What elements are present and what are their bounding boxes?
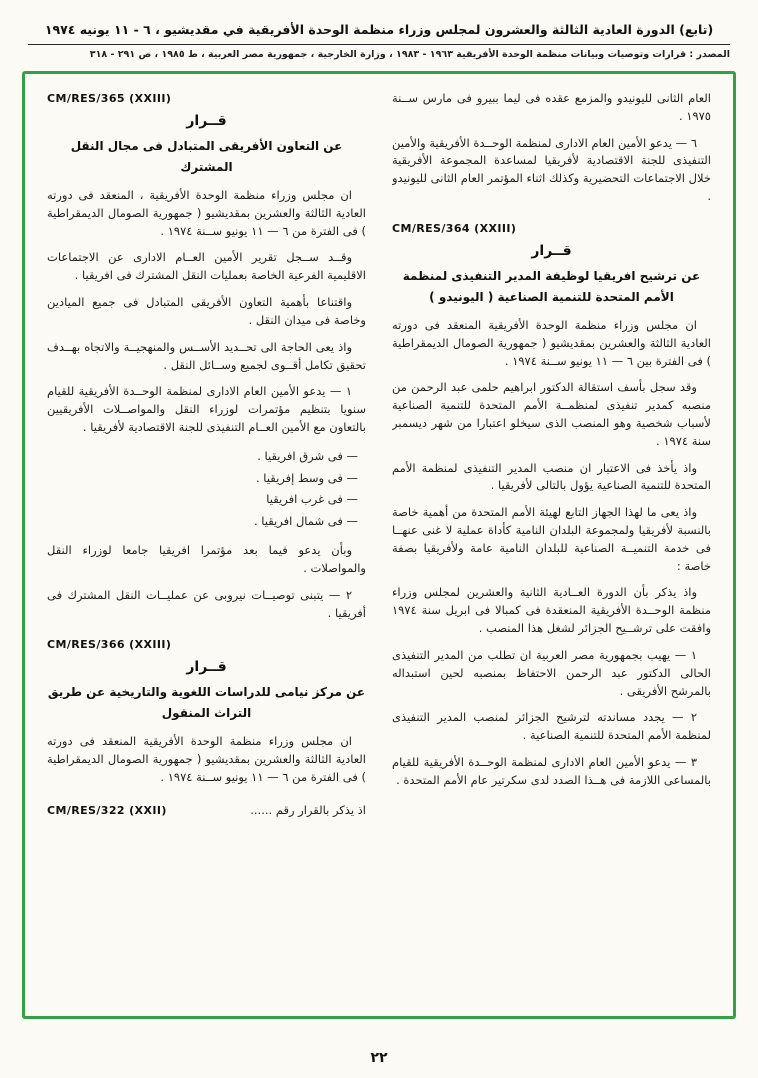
resolution-subtitle: عن ترشيح افريقيا لوظيفة المدير التنفيذى لمنظمة الأمم المتحدة للتنمية الصناعية ( اليونيدو ) bbox=[402, 268, 701, 304]
paragraph: العام الثانى لليونيدو والمزمع عقده فى ليما ببيرو فى مارس ســنة ١٩٧٥ . bbox=[392, 91, 711, 123]
paragraph: ٦ — يدعو الأمين العام الادارى لمنظمة الوحــدة الأفريقية والأمين التنفيذى للجنة الاقتصادية لأفريقيا لمساعدة المجموعة الأفريقية خلال الاجتماعات التحضيرية وكذلك اثناء المؤتمر العام الثانى لليونيدو . bbox=[392, 135, 711, 204]
list-item: — فى وسط إفريقيا . bbox=[256, 470, 358, 485]
paragraph: وبأن يدعو فيما بعد مؤتمرا افريقيا جامعا لوزراء النقل والمواصلات . bbox=[47, 543, 366, 575]
paragraph: واذ يعى ما لهذا الجهاز التابع لهيئة الأمم المتحدة من أهمية خاصة بالنسبة لأفريقيا ولمجموعة البلدان النامية كأداة عملية لا غنى عنهــا فى خدمة التنميــة الصناعية للبلدان النامية عامة ولأفريقيا بصفة خاصة : bbox=[392, 505, 711, 573]
resolution-ref: CM/RES/364 (XXIII) bbox=[392, 221, 517, 235]
paragraph: ان مجلس وزراء منظمة الوحدة الأفريقية المنعقد فى دورته العادية الثالثة والعشرين بمقديشيو ( جمهورية الصومال الديمقراطية ) فى الفترة بين ٦ — ١١ يونيو ســنة ١٩٧٤ . bbox=[392, 317, 711, 368]
source-citation: المصدر : قرارات وتوصيات وبيانات منظمة الوحدة الأفريقية ١٩٦٣ - ١٩٨٣ ، وزارة الخارجية ، جمهورية مصر العربية ، ط ١٩٨٥ ، ص ٢٩١ - ٣١٨ bbox=[89, 49, 730, 60]
paragraph: ١ — يهيب بجمهورية مصر العربية ان تطلب من المدير التنفيذى الحالى الدكتور عبد الرحمن الاحتفاظ بمنصبه لحين استبداله بالمرشح الأفريقى . bbox=[392, 647, 711, 698]
resolution-ref: CM/RES/366 (XXIII) bbox=[47, 638, 172, 652]
resolution-title: قــرار bbox=[186, 659, 227, 676]
paragraph: واذ يعى الحاجة الى تحــديد الأســس والمنهجيــة والاتجاه بهــدف تحقيق تكامل أقــوى لجميع وســائل النقل . bbox=[47, 339, 366, 372]
resolution-ref: CM/RES/365 (XXIII) bbox=[47, 92, 172, 105]
paragraph: ان مجلس وزراء منظمة الوحدة الأفريقية المنعقد فى دورته العادية الثالثة والعشرين بمقديشيو ( جمهورية الصومال الديمقراطية ) فى الفترة من ٦ — ١١ يونيو ســنة ١٩٧٤ . bbox=[47, 734, 366, 784]
paragraph: واذ يأخذ فى الاعتبار ان منصب المدير التنفيذى لمنظمة الأمم المتحدة للتنمية الصناعية يؤول بالتالى لأفريقيا . bbox=[392, 460, 711, 493]
paragraph: وقــد ســجل تقرير الأمين العــام الادارى عن الاجتماعات الاقليمية الفرعية الخاصة بعمليات النقل المشترك فى افريقيا . bbox=[47, 250, 366, 283]
resolution-subtitle: عن التعاون الأفريقى المتبادل فى مجال النقل المشترك bbox=[70, 139, 343, 174]
list-item: — فى شمال افريقيا . bbox=[253, 514, 358, 529]
page-number: ٢٢ bbox=[370, 1050, 388, 1066]
document-header bbox=[0, 0, 758, 60]
content-frame bbox=[22, 71, 736, 1019]
recall-text: اذ يذكر بالقرار رقم ...... bbox=[250, 802, 366, 817]
paragraph: ٢ — يتبنى توصيــات نيروبى عن عمليــات النقل المشترك فى أفريقيا . bbox=[47, 587, 366, 620]
list-item: — فى غرب افريقيا bbox=[266, 492, 358, 507]
paragraph: ١ — يدعو الأمين العام الادارى لمنظمة الوحــدة الأفريقية للقيام سنويا بتنظيم مؤتمرات لوزراء النقل والمواصــلات الأفريقيين بالتعاون مع الأمين العــام التنفيذى للجنة الاقتصادية لأفريقيا . bbox=[47, 384, 366, 434]
resolution-title: قــرار bbox=[186, 113, 227, 129]
two-column-layout bbox=[47, 90, 711, 1004]
paragraph: ان مجلس وزراء منظمة الوحدة الأفريقية ، المنعقد فى دورته العادية الثالثة والعشرين بمقديشيو ( جمهورية الصومال الديمقراطية ) فى الفترة من ٦ — ١١ يونيو ســنة ١٩٧٤ . bbox=[47, 188, 366, 238]
resolution-title: قــرار bbox=[531, 242, 572, 259]
paragraph: واقتناعا بأهمية التعاون الأفريقى المتبادل فى جميع الميادين وخاصة فى ميدان النقل . bbox=[47, 295, 366, 327]
resolution-subtitle: عن مركز نيامى للدراسات اللغوية والتاريخية عن طريق التراث المنقول bbox=[47, 685, 366, 721]
list-item: — فى شرق افريقيا . bbox=[257, 448, 358, 463]
paragraph: ٣ — يدعو الأمين العام الادارى لمنظمة الوحــدة الأفريقية للقيام بالمساعى اللازمة فى هــذا الصدد لدى سكرتير عام الأمم المتحدة . bbox=[392, 754, 711, 787]
paragraph: ٢ — يجدد مساندته لترشيح الجزائر لمنصب المدير التنفيذى لمنظمة الأمم المتحدة للتنمية الصناعية . bbox=[392, 710, 711, 743]
region-list bbox=[47, 446, 358, 533]
document-title: (تابع) الدورة العادية الثالثة والعشرون لمجلس وزراء منظمة الوحدة الأفريقية في مقديشيو ، ٦ - ١١ يونيه ١٩٧٤ bbox=[44, 22, 714, 37]
column-right bbox=[392, 90, 711, 1004]
paragraph: واذ يذكر بأن الدورة العــادية الثانية والعشرين لمجلس وزراء منظمة الوحــدة الأفريقية المنعقدة فى كمبالا فى ابريل سنة ١٩٧٤ وافقت على ترشــيح الجزائر لشغل هذا المنصب . bbox=[392, 585, 711, 636]
recall-line bbox=[47, 803, 366, 817]
paragraph: وقد سجل بأسف استقالة الدكتور ابراهيم حلمى عبد الرحمن من منصبه كمدير تنفيذى لمنظمــة الأمم المتحدة للتنمية الصناعية لأسباب شخصية وهو المنصب الذى سيخلو اعتبارا من شهر ديسمبر سنة ١٩٧٤ . bbox=[392, 380, 711, 448]
resolution-ref: CM/RES/322 (XXII) bbox=[47, 803, 167, 817]
column-left bbox=[47, 90, 366, 1004]
